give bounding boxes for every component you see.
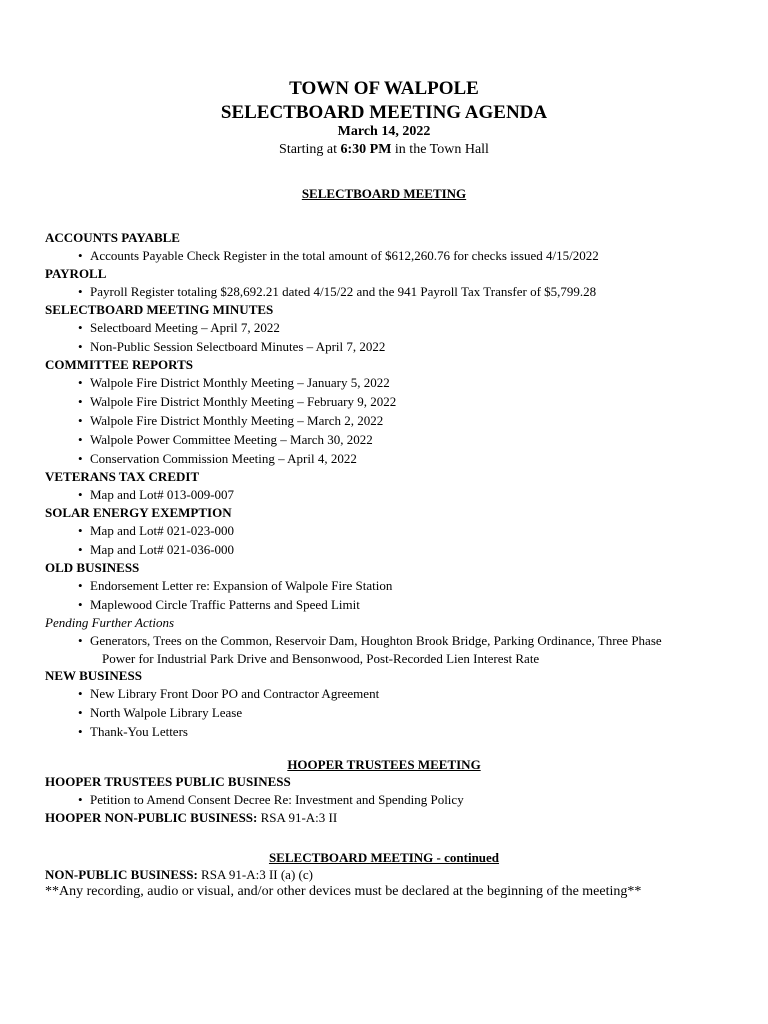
bullet-icon: • <box>78 487 83 502</box>
list-item: • Endorsement Letter re: Expansion of Walpole Fire Station <box>78 578 393 593</box>
list-pending <box>45 631 735 667</box>
heading-old-business: OLD BUSINESS <box>45 560 140 575</box>
list-accounts-payable <box>45 246 735 265</box>
start-time: 6:30 PM <box>340 142 392 157</box>
list-item: • Map and Lot# 021-023-000 <box>78 523 235 538</box>
selectboard-agenda <box>45 229 735 741</box>
list-committee-reports <box>45 373 735 468</box>
heading-payroll: PAYROLL <box>45 266 107 281</box>
bullet-icon: • <box>78 339 83 354</box>
bullet-icon: • <box>78 523 83 538</box>
list-item: • Map and Lot# 013-009-007 <box>78 487 235 502</box>
bullet-icon: • <box>78 686 83 701</box>
start-prefix: Starting at <box>279 142 341 157</box>
continued-agenda <box>45 866 735 883</box>
nonpublic-value: RSA 91-A:3 II (a) (c) <box>197 867 313 882</box>
bullet-icon: • <box>78 320 83 335</box>
agenda-title: SELECTBOARD MEETING AGENDA <box>220 102 548 123</box>
list-item: • Walpole Fire District Monthly Meeting – March 2, 2022 <box>78 413 384 428</box>
nonpublic-label: NON-PUBLIC BUSINESS: <box>45 867 198 882</box>
bullet-icon: • <box>78 413 83 428</box>
heading-solar-exemption: SOLAR ENERGY EXEMPTION <box>45 505 232 520</box>
list-item: • Walpole Fire District Monthly Meeting – February 9, 2022 <box>78 394 397 409</box>
list-minutes <box>45 318 735 356</box>
list-item: • Generators, Trees on the Common, Reservoir Dam, Houghton Brook Bridge, Parking Ordinance, Three Phase Power for Industrial Park Drive and Bensonwood, Post-Recorded Lien Interest Rate <box>45 631 735 667</box>
list-old-business <box>45 576 735 614</box>
nonpublic-line <box>45 866 735 883</box>
heading-accounts-payable: ACCOUNTS PAYABLE <box>45 230 180 245</box>
list-item-continuation: Power for Industrial Park Drive and Bensonwood, Post-Recorded Lien Interest Rate <box>102 651 540 666</box>
list-item: • New Library Front Door PO and Contractor Agreement <box>78 686 380 701</box>
list-veterans <box>45 485 735 504</box>
list-item: • Walpole Power Committee Meeting – March 30, 2022 <box>78 432 373 447</box>
start-time-line <box>0 142 768 158</box>
hooper-nonpublic-label: HOOPER NON-PUBLIC BUSINESS: <box>45 810 258 825</box>
list-new-business <box>45 684 735 741</box>
bullet-icon: • <box>78 792 83 807</box>
bullet-icon: • <box>78 451 83 466</box>
list-item: • Selectboard Meeting – April 7, 2022 <box>78 320 280 335</box>
heading-minutes: SELECTBOARD MEETING MINUTES <box>45 302 274 317</box>
bullet-icon: • <box>78 633 83 648</box>
hooper-nonpublic-line <box>45 809 735 826</box>
list-item: • Payroll Register totaling $28,692.21 dated 4/15/22 and the 941 Payroll Tax Transfer of $5,799.28 <box>78 284 597 299</box>
list-solar <box>45 521 735 559</box>
section-heading-selectboard: SELECTBOARD MEETING <box>301 186 467 201</box>
bullet-icon: • <box>78 705 83 720</box>
meeting-date: March 14, 2022 <box>337 124 431 139</box>
list-item: • Maplewood Circle Traffic Patterns and Speed Limit <box>78 597 360 612</box>
recording-notice: **Any recording, audio or visual, and/or other devices must be declared at the beginning of the meeting** <box>45 884 642 899</box>
bullet-icon: • <box>78 375 83 390</box>
list-item: • Petition to Amend Consent Decree Re: Investment and Spending Policy <box>78 792 464 807</box>
hooper-nonpublic-value: RSA 91-A:3 II <box>257 810 338 825</box>
bullet-icon: • <box>78 578 83 593</box>
bullet-icon: • <box>78 432 83 447</box>
bullet-icon: • <box>78 248 83 263</box>
heading-hooper-public: HOOPER TRUSTEES PUBLIC BUSINESS <box>45 774 291 789</box>
bullet-icon: • <box>78 284 83 299</box>
bullet-icon: • <box>78 724 83 739</box>
section-heading-continued: SELECTBOARD MEETING - continued <box>268 850 500 865</box>
town-title: TOWN OF WALPOLE <box>289 78 479 99</box>
heading-committee-reports: COMMITTEE REPORTS <box>45 357 193 372</box>
list-item: • North Walpole Library Lease <box>78 705 243 720</box>
hooper-agenda <box>45 773 735 826</box>
start-suffix: in the Town Hall <box>391 142 489 157</box>
list-item: • Accounts Payable Check Register in the total amount of $612,260.76 for checks issued 4/15/2022 <box>78 248 599 263</box>
section-heading-hooper: HOOPER TRUSTEES MEETING <box>287 757 481 772</box>
list-hooper-public <box>45 790 735 809</box>
list-item: • Map and Lot# 021-036-000 <box>78 542 235 557</box>
bullet-icon: • <box>78 597 83 612</box>
list-item: • Non-Public Session Selectboard Minutes – April 7, 2022 <box>78 339 386 354</box>
heading-veterans-tax-credit: VETERANS TAX CREDIT <box>45 469 200 484</box>
list-payroll <box>45 282 735 301</box>
heading-pending-actions: Pending Further Actions <box>45 615 175 630</box>
list-item: • Thank-You Letters <box>78 724 188 739</box>
bullet-icon: • <box>78 394 83 409</box>
heading-new-business: NEW BUSINESS <box>45 668 142 683</box>
list-item: • Walpole Fire District Monthly Meeting – January 5, 2022 <box>78 375 390 390</box>
list-item: • Conservation Commission Meeting – April 4, 2022 <box>78 451 357 466</box>
bullet-icon: • <box>78 542 83 557</box>
